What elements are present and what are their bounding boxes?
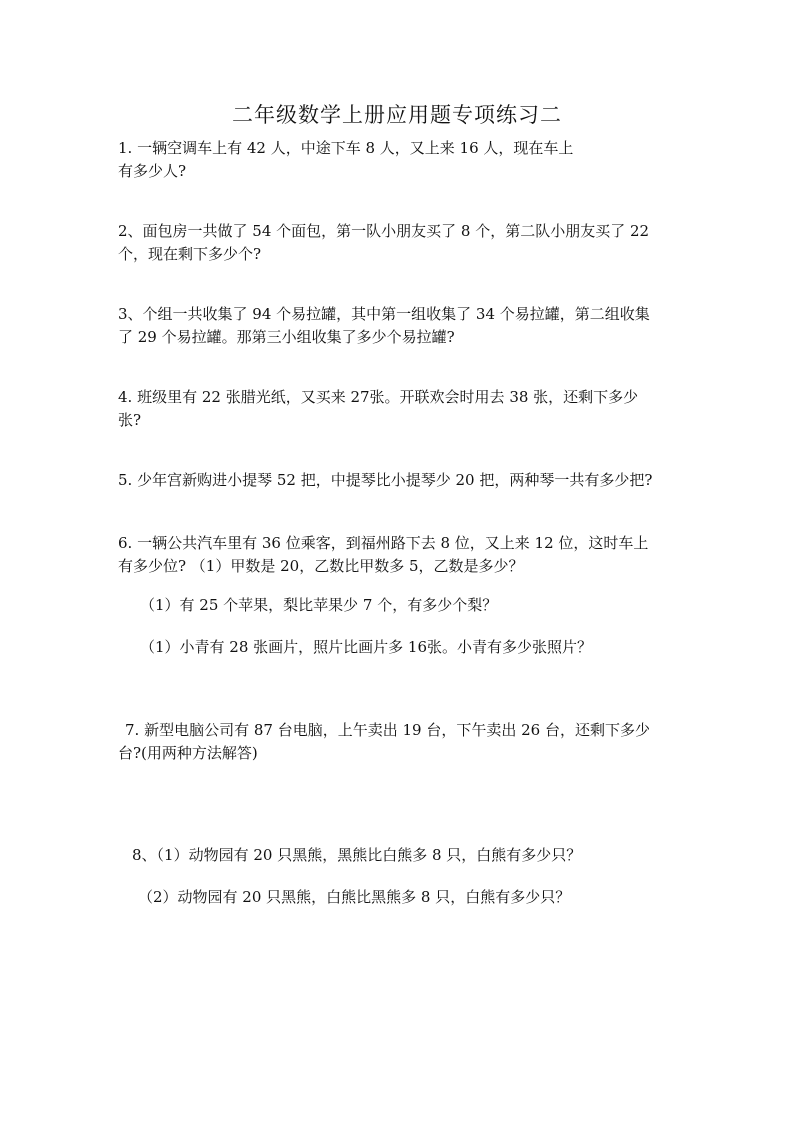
question-6-sub-a-line-1: （1）有 25 个苹果，梨比苹果少 7 个，有多少个梨？ — [140, 596, 498, 614]
question-7 — [118, 719, 680, 765]
question-4-line-2: 张? — [118, 411, 142, 429]
question-3-line-2: 了 29 个易拉罐。那第三小组收集了多少个易拉罐? — [118, 328, 455, 346]
question-6-line-1: 6. 一辆公共汽车里有 36 位乘客，到福州路下去 8 位，又上来 12 位，这时车上 — [118, 534, 649, 552]
question-5-line-1: 5. 少年宫新购进小提琴 52 把，中提琴比小提琴少 20 把，两种琴一共有多少把? — [118, 471, 653, 489]
question-1-line-1: 1. 一辆空调车上有 42 人，中途下车 8 人，又上来 16 人，现在车上 — [118, 139, 574, 157]
question-6 — [118, 532, 680, 578]
question-8-sub-2-line-1: （2）动物园有 20 只黑熊，白熊比黑熊多 8 只，白熊有多少只？ — [138, 888, 571, 906]
question-5 — [118, 469, 680, 492]
question-2-line-1: 2、面包房一共做了 54 个面包，第一队小朋友买了 8 个，第二队小朋友买了 22 — [118, 222, 650, 240]
question-2 — [118, 220, 680, 266]
question-2-line-2: 个，现在剩下多少个? — [118, 245, 262, 263]
question-4 — [118, 386, 680, 432]
page-title: 二年级数学上册应用题专项练习二 — [232, 103, 562, 127]
question-8-sub-2 — [138, 886, 680, 909]
question-6-sub-a — [140, 594, 680, 617]
question-6-line-2: 有多少位? （1）甲数是 20，乙数比甲数多 5，乙数是多少？ — [118, 557, 524, 575]
question-8-line-1: 8、（1）动物园有 20 只黑熊，黑熊比白熊多 8 只，白熊有多少只？ — [132, 846, 582, 864]
question-8 — [132, 844, 680, 867]
question-6-sub-b-line-1: （1）小青有 28 张画片，照片比画片多 16张。小青有多少张照片？ — [140, 638, 593, 656]
question-4-line-1: 4. 班级里有 22 张腊光纸，又买来 27张。开联欢会时用去 38 张，还剩下多少 — [118, 388, 639, 406]
question-6-sub-b — [140, 636, 680, 659]
question-3-line-1: 3、个组一共收集了 94 个易拉罐，其中第一组收集了 34 个易拉罐，第二组收集 — [118, 305, 650, 323]
question-7-line-1: 7. 新型电脑公司有 87 台电脑，上午卖出 19 台，下午卖出 26 台，还剩下多少 — [125, 721, 650, 739]
question-7-line-2: 台?(用两种方法解答) — [118, 744, 258, 762]
question-3 — [118, 303, 680, 349]
question-1-line-2: 有多少人? — [118, 162, 187, 180]
question-1 — [118, 137, 680, 183]
